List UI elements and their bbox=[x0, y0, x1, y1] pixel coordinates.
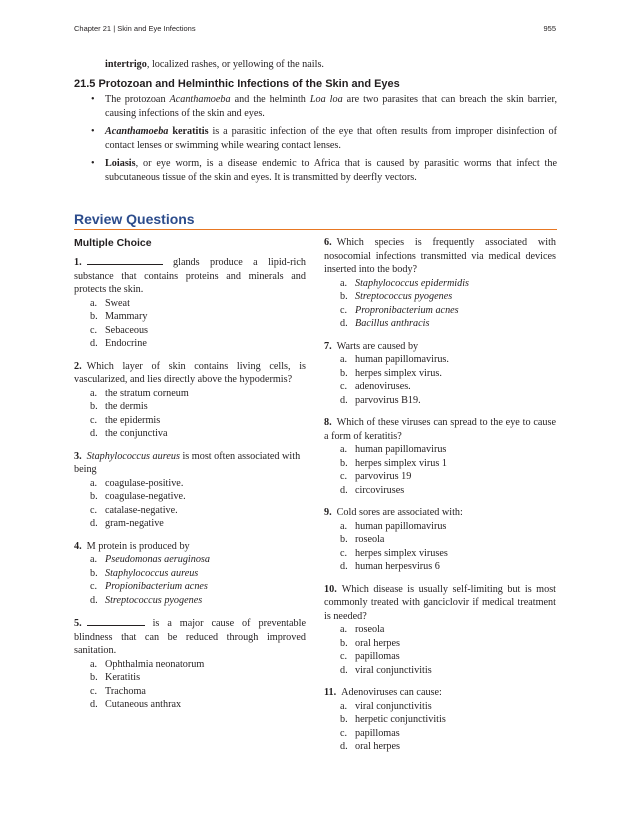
bullet-text: and the helminth bbox=[230, 94, 310, 105]
question-3 bbox=[74, 450, 306, 531]
answer-option: b. herpetic conjunctivitis bbox=[340, 714, 446, 725]
answer-option: a. Sweat bbox=[90, 297, 130, 309]
answer-option: c. Propionibacterium acnes bbox=[90, 581, 208, 592]
answer-option: a. coagulase-positive. bbox=[90, 477, 184, 489]
fill-blank bbox=[87, 255, 163, 265]
answer-option: a. Ophthalmia neonatorum bbox=[90, 658, 205, 670]
answer-option: d. gram-negative bbox=[90, 518, 164, 529]
question-number: 3. bbox=[74, 450, 82, 462]
summary-bullet bbox=[105, 157, 557, 184]
answer-option: b. the dermis bbox=[90, 401, 148, 412]
question-number: 2. bbox=[74, 360, 82, 372]
questions-right-column bbox=[324, 236, 556, 763]
answer-option: a. roseola bbox=[340, 624, 385, 635]
question-number: 8. bbox=[324, 417, 332, 428]
section-title: 21.5 Protozoan and Helminthic Infections of the Skin and Eyes bbox=[74, 78, 400, 90]
answer-option: c. Propronibacterium acnes bbox=[340, 304, 459, 316]
question-number: 10. bbox=[324, 583, 337, 595]
fill-blank bbox=[87, 616, 145, 626]
answer-option: b. Keratitis bbox=[90, 672, 141, 683]
question-stem: Which of these viruses can spread to the eye to cause a form of keratitis? bbox=[324, 417, 556, 442]
question-stem: is a major cause of preventable blindness that can be reduced through improved sanitation. bbox=[74, 618, 306, 656]
answer-option: d. Endocrine bbox=[90, 338, 147, 349]
answer-option: b. herpes simplex virus. bbox=[340, 367, 442, 379]
answer-option: b. Mammary bbox=[90, 311, 148, 322]
answer-option: d. oral herpes bbox=[340, 741, 400, 752]
answer-option: a. Staphylococcus epidermidis bbox=[340, 277, 470, 289]
bullet-text: , or eye worm, is a disease endemic to Africa that is caused by parasitic worms that infect the subcutaneous tissue of the skin and eyes. It is transmitted by deerfly vectors. bbox=[105, 158, 557, 183]
question-stem: Which species is frequently associated with nosocomial infections transmitted via medical devices inserted into the body? bbox=[324, 237, 556, 275]
summary-list bbox=[74, 93, 557, 185]
answer-option: d. Streptococcus pyogenes bbox=[90, 594, 203, 606]
answer-option: c. herpes simplex viruses bbox=[340, 547, 448, 559]
intro-line bbox=[105, 58, 557, 72]
question-stem: glands produce a lipid-rich substance that contains proteins and minerals and protects the skin. bbox=[74, 257, 306, 295]
question-9 bbox=[324, 506, 556, 574]
answer-option: c. Sebaceous bbox=[90, 324, 148, 336]
question-number: 6. bbox=[324, 237, 332, 248]
bullet-bold: Loiasis bbox=[105, 158, 136, 170]
answer-option: a. viral conjunctivitis bbox=[340, 700, 432, 712]
question-stem: Cold sores are associated with: bbox=[336, 507, 463, 518]
question-number: 1. bbox=[74, 257, 82, 268]
answer-option: c. the epidermis bbox=[90, 414, 161, 426]
question-stem: Warts are caused by bbox=[336, 340, 419, 352]
answer-option: c. catalase-negative. bbox=[90, 504, 178, 516]
question-7 bbox=[324, 340, 556, 408]
question-number: 7. bbox=[324, 340, 332, 352]
questions-left-column bbox=[74, 236, 306, 721]
answer-option: a. human papillomavirus bbox=[340, 444, 447, 455]
answer-option: c. adenoviruses. bbox=[340, 381, 411, 392]
question-10 bbox=[324, 583, 556, 678]
question-stem-italic: Staphylococcus aureus bbox=[86, 450, 180, 462]
bullet-text: are two parasites that can breach the skin barrier, causing infections of the skin and eyes. bbox=[105, 94, 557, 119]
question-number: 4. bbox=[74, 540, 82, 552]
question-1 bbox=[74, 255, 306, 351]
answer-option: b. roseola bbox=[340, 534, 385, 545]
answer-option: b. Staphylococcus aureus bbox=[90, 567, 199, 579]
answer-option: a. the stratum corneum bbox=[90, 387, 189, 399]
question-11 bbox=[324, 686, 556, 754]
answer-option: d. parvovirus B19. bbox=[340, 394, 421, 406]
question-number: 5. bbox=[74, 618, 82, 629]
question-5 bbox=[74, 616, 306, 712]
bullet-bold-italic: Acanthamoeba bbox=[105, 126, 169, 138]
page-number: 955 bbox=[543, 24, 556, 33]
answer-option: d. human herpesvirus 6 bbox=[340, 561, 440, 572]
answer-option: b. coagulase-negative. bbox=[90, 491, 186, 502]
question-number: 11. bbox=[324, 687, 337, 698]
question-2 bbox=[74, 360, 306, 441]
question-stem: Adenoviruses can cause: bbox=[341, 687, 442, 698]
question-4 bbox=[74, 540, 306, 608]
answer-option: d. Cutaneous anthrax bbox=[90, 699, 182, 710]
bullet-italic: Loa loa bbox=[309, 94, 343, 105]
answer-option: b. Streptococcus pyogenes bbox=[340, 291, 453, 302]
answer-option: d. viral conjunctivitis bbox=[340, 664, 432, 676]
multiple-choice-heading: Multiple Choice bbox=[74, 237, 152, 249]
bullet-text: The protozoan bbox=[105, 94, 170, 105]
answer-option: c. papillomas bbox=[340, 651, 400, 662]
question-8 bbox=[324, 416, 556, 497]
bullet-bold: keratitis bbox=[168, 126, 209, 138]
answer-option: c. papillomas bbox=[340, 727, 400, 739]
summary-bullet bbox=[105, 93, 557, 120]
review-questions-heading: Review Questions bbox=[74, 211, 557, 230]
answer-option: d. circoviruses bbox=[340, 484, 405, 496]
question-6 bbox=[324, 236, 556, 331]
question-stem: is most often associated with being bbox=[74, 450, 301, 475]
section-summary bbox=[74, 77, 557, 190]
question-number: 9. bbox=[324, 507, 332, 518]
intro-text: , localized rashes, or yellowing of the nails. bbox=[146, 59, 324, 70]
answer-option: d. the conjunctiva bbox=[90, 428, 168, 439]
intro-term: intertrigo bbox=[105, 59, 147, 70]
summary-bullet bbox=[105, 125, 557, 152]
answer-option: c. Trachoma bbox=[90, 685, 146, 697]
answer-option: d. Bacillus anthracis bbox=[340, 318, 430, 329]
question-stem: Which disease is usually self-limiting but is most commonly treated with ganciclovir if medical treatment is needed? bbox=[324, 583, 556, 622]
answer-option: b. oral herpes bbox=[340, 637, 400, 649]
answer-option: b. herpes simplex virus 1 bbox=[340, 457, 447, 469]
answer-option: a. human papillomavirus bbox=[340, 520, 447, 532]
question-stem: Which layer of skin contains living cells, is vascularized, and lies directly above the hypodermis? bbox=[74, 360, 306, 385]
chapter-title: Chapter 21 | Skin and Eye Infections bbox=[74, 24, 196, 33]
bullet-italic: Acanthamoeba bbox=[169, 94, 231, 105]
question-stem: M protein is produced by bbox=[86, 540, 190, 552]
answer-option: c. parvovirus 19 bbox=[340, 471, 412, 482]
bullet-text: is a parasitic infection of the eye that often results from improper disinfection of contact lenses or swimming while wearing contact lenses. bbox=[105, 126, 558, 151]
answer-option: a. human papillomavirus. bbox=[340, 354, 449, 365]
answer-option: a. Pseudomonas aeruginosa bbox=[90, 554, 210, 565]
